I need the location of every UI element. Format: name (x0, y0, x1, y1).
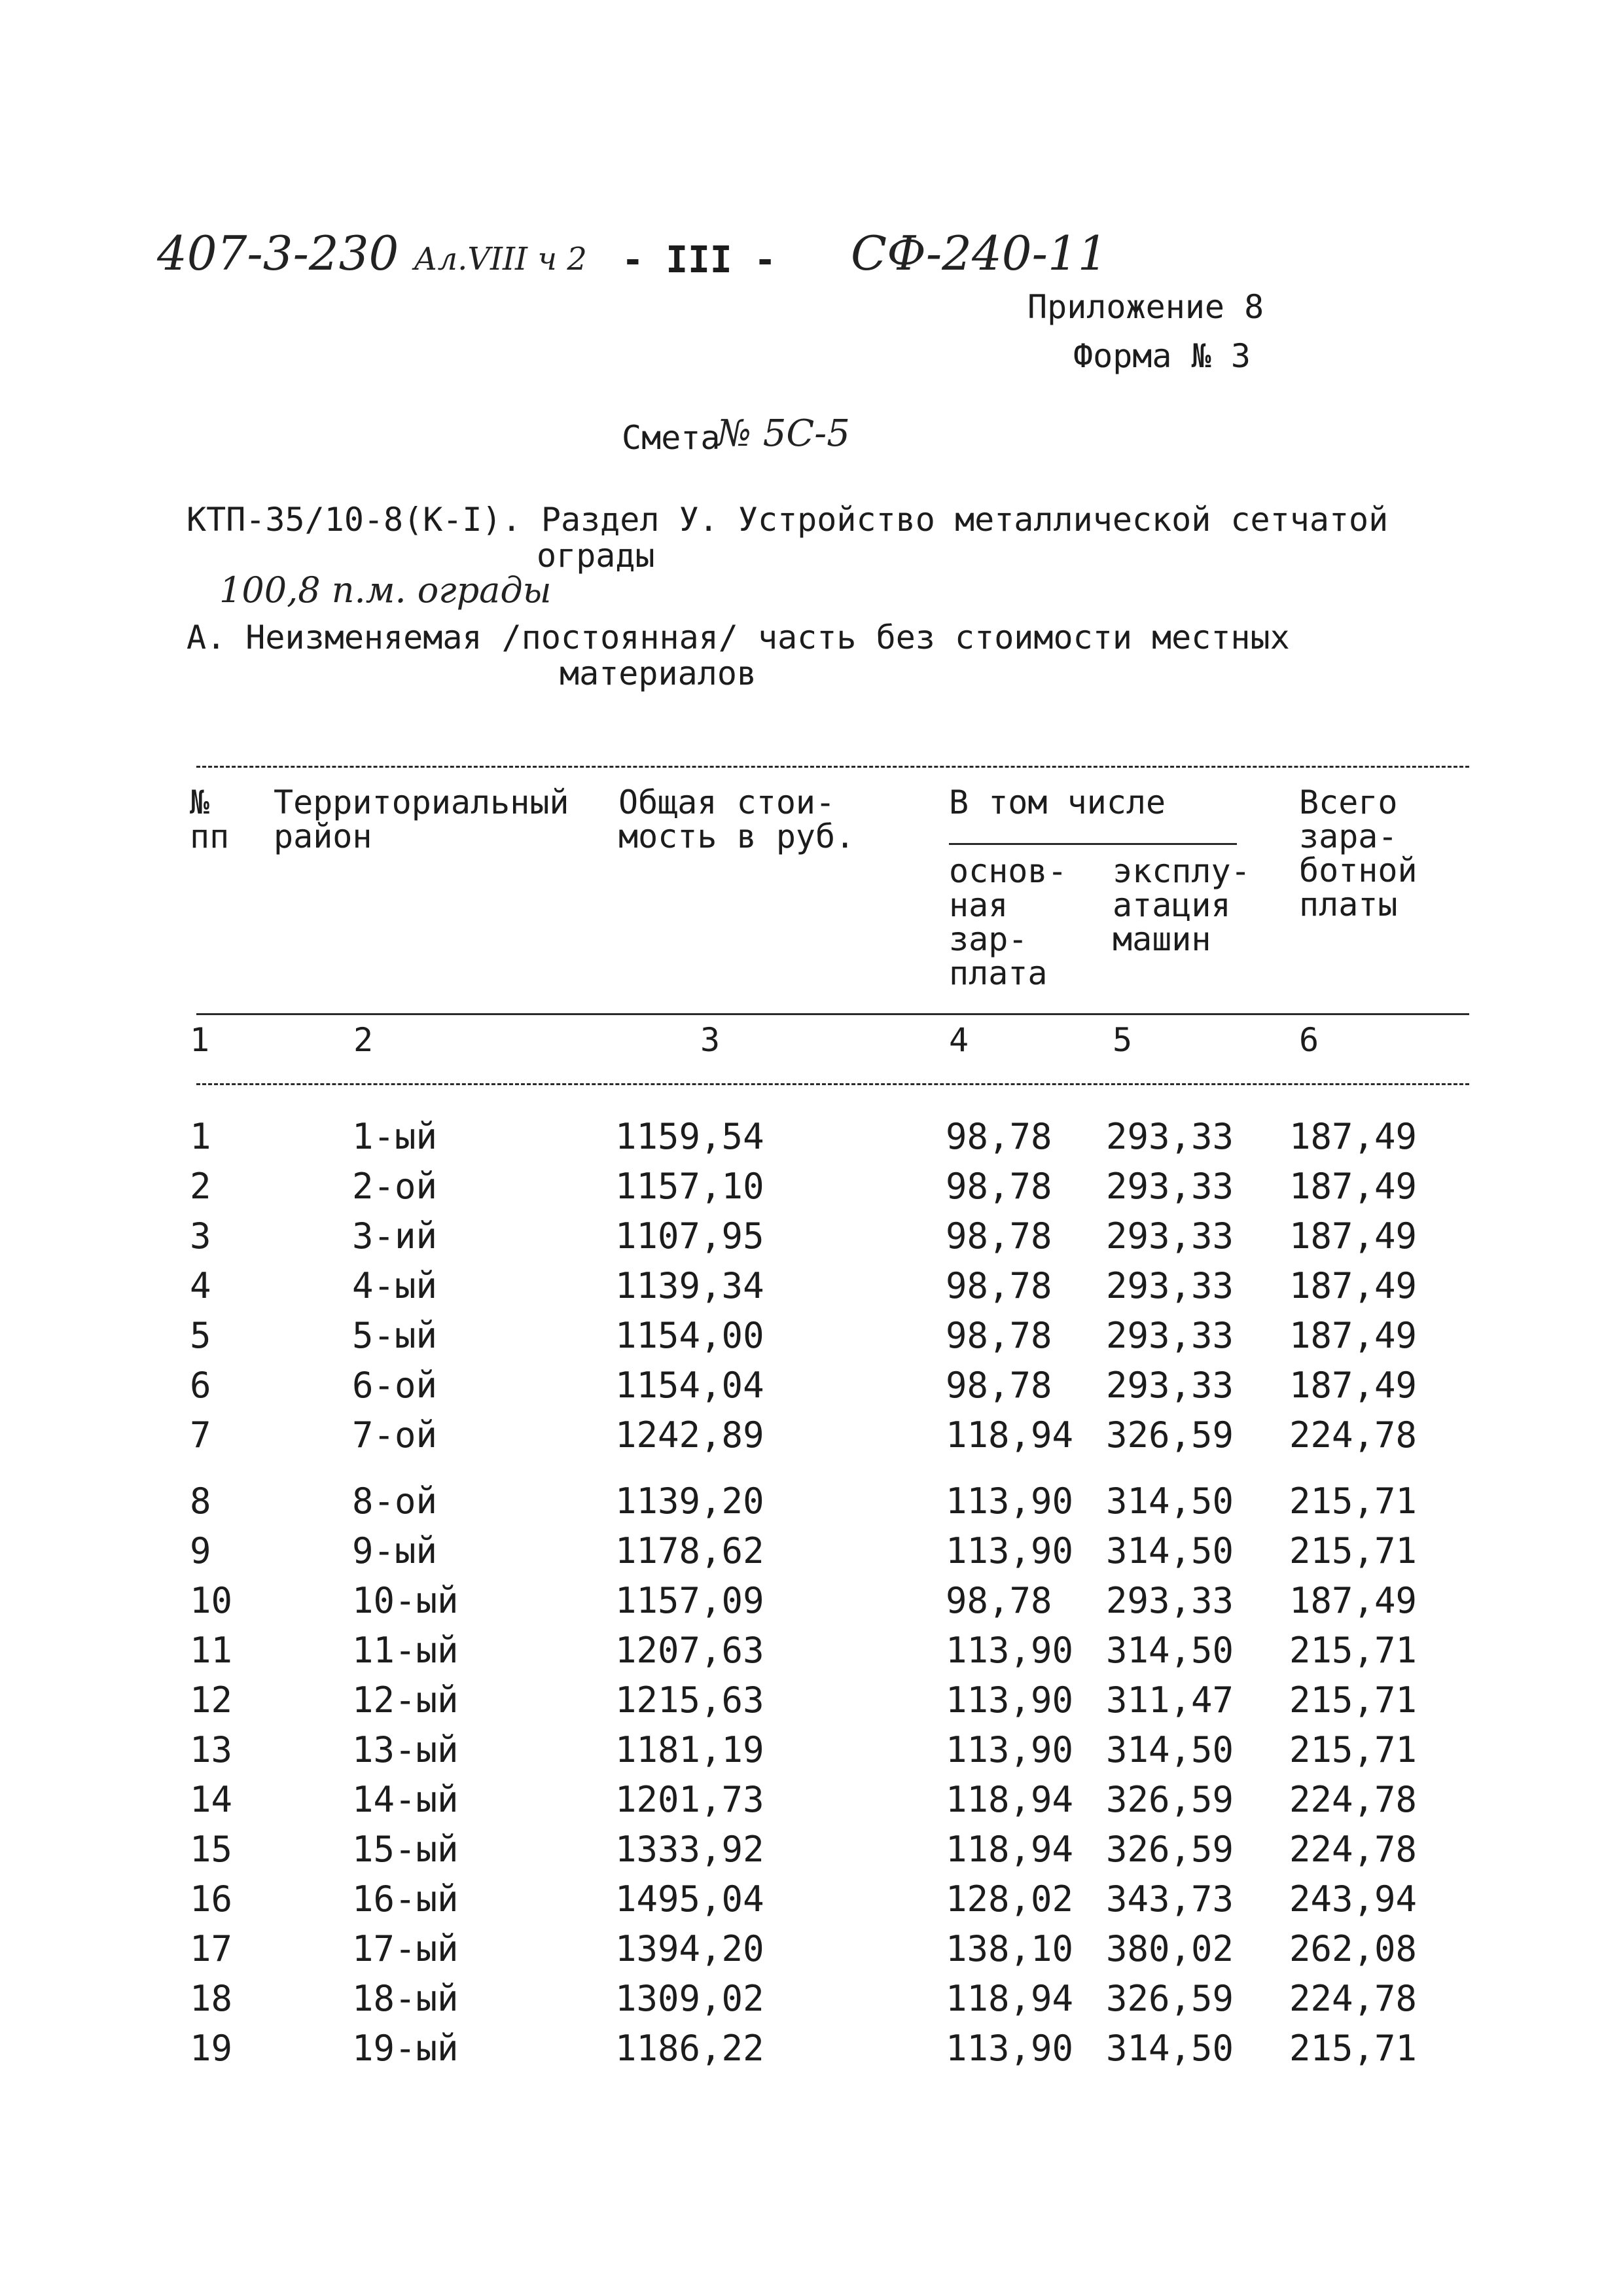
table-row (0, 1315, 1623, 1365)
cell-number: 6 (190, 1365, 211, 1406)
cell-region: 4-ый (352, 1265, 438, 1306)
cell-machine-operation: 326,59 (1106, 1978, 1234, 2019)
header-group-including: В том числе (949, 783, 1166, 821)
cell-machine-operation: 293,33 (1106, 1580, 1234, 1621)
table-row (0, 1829, 1623, 1878)
cell-total-cost: 1178,62 (615, 1530, 764, 1571)
cell-total-cost: 1207,63 (615, 1630, 764, 1671)
cell-region: 12-ый (352, 1679, 459, 1721)
header-col-all-wages: Всего зара- ботной платы (1299, 783, 1418, 924)
cell-region: 18-ый (352, 1978, 459, 2019)
cell-region: 14-ый (352, 1779, 459, 1820)
cell-base-wage: 98,78 (946, 1580, 1052, 1621)
cell-machine-operation: 293,33 (1106, 1116, 1234, 1157)
cell-total-wages: 187,49 (1289, 1116, 1418, 1157)
cell-base-wage: 113,90 (946, 1729, 1074, 1770)
cell-machine-operation: 311,47 (1106, 1679, 1234, 1721)
cell-region: 5-ый (352, 1315, 438, 1356)
cell-total-cost: 1157,09 (615, 1580, 764, 1621)
cell-total-cost: 1333,92 (615, 1829, 764, 1870)
cell-total-cost: 1186,22 (615, 2028, 764, 2069)
appendix-label: Приложение 8 (1027, 288, 1264, 326)
cell-region: 11-ый (352, 1630, 459, 1671)
cell-total-wages: 187,49 (1289, 1166, 1418, 1207)
cell-total-wages: 215,71 (1289, 1679, 1418, 1721)
header-col-number: № пп (190, 783, 230, 855)
cell-number: 14 (190, 1779, 233, 1820)
cell-machine-operation: 293,33 (1106, 1315, 1234, 1356)
table-row (0, 1480, 1623, 1530)
group-header-rule (949, 843, 1237, 845)
cell-base-wage: 113,90 (946, 1480, 1074, 1522)
cell-region: 8-ой (352, 1480, 438, 1522)
table-top-rule (196, 766, 1469, 768)
cell-total-cost: 1139,20 (615, 1480, 764, 1522)
cell-machine-operation: 326,59 (1106, 1829, 1234, 1870)
table-row (0, 1779, 1623, 1829)
cell-machine-operation: 326,59 (1106, 1414, 1234, 1456)
table-row (0, 1365, 1623, 1414)
table-row (0, 1215, 1623, 1265)
cell-total-cost: 1159,54 (615, 1116, 764, 1157)
cell-base-wage: 118,94 (946, 1978, 1074, 2019)
cell-total-wages: 262,08 (1289, 1928, 1418, 1969)
cell-total-cost: 1154,00 (615, 1315, 764, 1356)
cell-number: 3 (190, 1215, 211, 1257)
part-title-line1: А. Неизменяемая /постоянная/ часть без стоимости местных (187, 619, 1290, 656)
cell-total-cost: 1201,73 (615, 1779, 764, 1820)
document-code: 407-3-230 Ал.VIII ч 2 (157, 226, 587, 281)
cell-machine-operation: 343,73 (1106, 1878, 1234, 1920)
cell-number: 16 (190, 1878, 233, 1920)
table-row (0, 1116, 1623, 1166)
cell-base-wage: 138,10 (946, 1928, 1074, 1969)
cell-base-wage: 98,78 (946, 1315, 1052, 1356)
table-row (0, 1530, 1623, 1580)
table-row (0, 1265, 1623, 1315)
cell-base-wage: 113,90 (946, 1530, 1074, 1571)
cell-total-wages: 224,78 (1289, 1414, 1418, 1456)
cell-total-wages: 224,78 (1289, 1779, 1418, 1820)
cell-base-wage: 98,78 (946, 1116, 1052, 1157)
cell-region: 15-ый (352, 1829, 459, 1870)
table-row (0, 1166, 1623, 1215)
cell-region: 7-ой (352, 1414, 438, 1456)
cell-base-wage: 98,78 (946, 1215, 1052, 1257)
table-row (0, 1729, 1623, 1779)
cell-base-wage: 98,78 (946, 1365, 1052, 1406)
cell-total-wages: 215,71 (1289, 1530, 1418, 1571)
cell-total-cost: 1181,19 (615, 1729, 764, 1770)
cell-number: 5 (190, 1315, 211, 1356)
reference-code: СФ-240-11 (851, 226, 1108, 281)
part-title-line2: материалов (560, 655, 757, 692)
table-row (0, 1630, 1623, 1679)
header-col-machines: эксплу- атация машин (1113, 852, 1251, 958)
cell-machine-operation: 293,33 (1106, 1215, 1234, 1257)
column-number-5: 5 (1113, 1021, 1133, 1059)
cell-total-wages: 187,49 (1289, 1365, 1418, 1406)
cell-number: 8 (190, 1480, 211, 1522)
cell-number: 4 (190, 1265, 211, 1306)
cell-number: 13 (190, 1729, 233, 1770)
table-row (0, 1978, 1623, 2028)
cell-region: 6-ой (352, 1365, 438, 1406)
cell-total-wages: 187,49 (1289, 1580, 1418, 1621)
cell-total-cost: 1242,89 (615, 1414, 764, 1456)
cell-machine-operation: 314,50 (1106, 2028, 1234, 2069)
cell-machine-operation: 293,33 (1106, 1265, 1234, 1306)
table-row (0, 2028, 1623, 2077)
cell-machine-operation: 314,50 (1106, 1630, 1234, 1671)
cell-total-wages: 187,49 (1289, 1265, 1418, 1306)
cell-machine-operation: 314,50 (1106, 1480, 1234, 1522)
cell-region: 13-ый (352, 1729, 459, 1770)
table-row (0, 1878, 1623, 1928)
cell-number: 7 (190, 1414, 211, 1456)
cell-machine-operation: 293,33 (1106, 1166, 1234, 1207)
cell-base-wage: 128,02 (946, 1878, 1074, 1920)
cell-total-wages: 243,94 (1289, 1878, 1418, 1920)
page-number: - III - (622, 239, 777, 281)
cell-base-wage: 113,90 (946, 1630, 1074, 1671)
table-row (0, 1928, 1623, 1978)
cell-total-wages: 215,71 (1289, 1480, 1418, 1522)
cell-base-wage: 118,94 (946, 1829, 1074, 1870)
form-label: Форма № 3 (1073, 337, 1251, 375)
column-number-6: 6 (1299, 1021, 1319, 1059)
column-number-2: 2 (353, 1021, 374, 1059)
table-row (0, 1414, 1623, 1464)
cell-base-wage: 113,90 (946, 2028, 1074, 2069)
cell-region: 16-ый (352, 1878, 459, 1920)
cell-total-wages: 187,49 (1289, 1315, 1418, 1356)
header-bottom-rule (196, 1013, 1469, 1015)
cell-region: 1-ый (352, 1116, 438, 1157)
cell-total-cost: 1107,95 (615, 1215, 764, 1257)
header-col-region: Территориальный район (274, 783, 569, 855)
cell-machine-operation: 380,02 (1106, 1928, 1234, 1969)
cell-number: 11 (190, 1630, 233, 1671)
cell-total-cost: 1394,20 (615, 1928, 764, 1969)
cell-number: 2 (190, 1166, 211, 1207)
column-number-rule (196, 1083, 1469, 1085)
table-row (0, 1679, 1623, 1729)
cell-number: 15 (190, 1829, 233, 1870)
header-col-base-wage: основ- ная зар- плата (949, 852, 1067, 992)
document-code-suffix: Ал.VIII ч 2 (414, 241, 587, 278)
table-row (0, 1580, 1623, 1630)
section-title-line2: ограды (537, 537, 655, 575)
cell-machine-operation: 326,59 (1106, 1779, 1234, 1820)
cell-region: 3-ий (352, 1215, 438, 1257)
cell-total-wages: 187,49 (1289, 1215, 1418, 1257)
cell-region: 10-ый (352, 1580, 459, 1621)
cell-total-wages: 215,71 (1289, 1729, 1418, 1770)
header-col-total: Общая стои- мость в руб. (618, 783, 855, 855)
cell-total-wages: 215,71 (1289, 2028, 1418, 2069)
cell-base-wage: 118,94 (946, 1779, 1074, 1820)
cell-total-cost: 1495,04 (615, 1878, 764, 1920)
cell-total-cost: 1215,63 (615, 1679, 764, 1721)
cell-total-cost: 1157,10 (615, 1166, 764, 1207)
cell-number: 1 (190, 1116, 211, 1157)
cell-total-cost: 1154,04 (615, 1365, 764, 1406)
cell-number: 17 (190, 1928, 233, 1969)
cell-base-wage: 98,78 (946, 1166, 1052, 1207)
column-number-3: 3 (700, 1021, 721, 1059)
cell-total-cost: 1309,02 (615, 1978, 764, 2019)
cell-region: 19-ый (352, 2028, 459, 2069)
smeta-number: № 5С-5 (717, 412, 850, 455)
cell-machine-operation: 293,33 (1106, 1365, 1234, 1406)
smeta-label: Смета (622, 419, 721, 457)
cell-base-wage: 118,94 (946, 1414, 1074, 1456)
quantity-note: 100,8 п.м. ограды (219, 569, 552, 611)
cell-machine-operation: 314,50 (1106, 1729, 1234, 1770)
cell-number: 18 (190, 1978, 233, 2019)
cell-total-cost: 1139,34 (615, 1265, 764, 1306)
cell-number: 19 (190, 2028, 233, 2069)
cell-total-wages: 215,71 (1289, 1630, 1418, 1671)
cell-region: 2-ой (352, 1166, 438, 1207)
cell-machine-operation: 314,50 (1106, 1530, 1234, 1571)
section-title-line1: КТП-35/10-8(К-I). Раздел У. Устройство металлической сетчатой (187, 501, 1389, 539)
cell-base-wage: 98,78 (946, 1265, 1052, 1306)
cell-number: 12 (190, 1679, 233, 1721)
cell-region: 17-ый (352, 1928, 459, 1969)
column-number-1: 1 (190, 1021, 210, 1059)
cell-base-wage: 113,90 (946, 1679, 1074, 1721)
cell-total-wages: 224,78 (1289, 1829, 1418, 1870)
cell-number: 9 (190, 1530, 211, 1571)
cell-total-wages: 224,78 (1289, 1978, 1418, 2019)
cell-number: 10 (190, 1580, 233, 1621)
cell-region: 9-ый (352, 1530, 438, 1571)
column-number-4: 4 (949, 1021, 969, 1059)
